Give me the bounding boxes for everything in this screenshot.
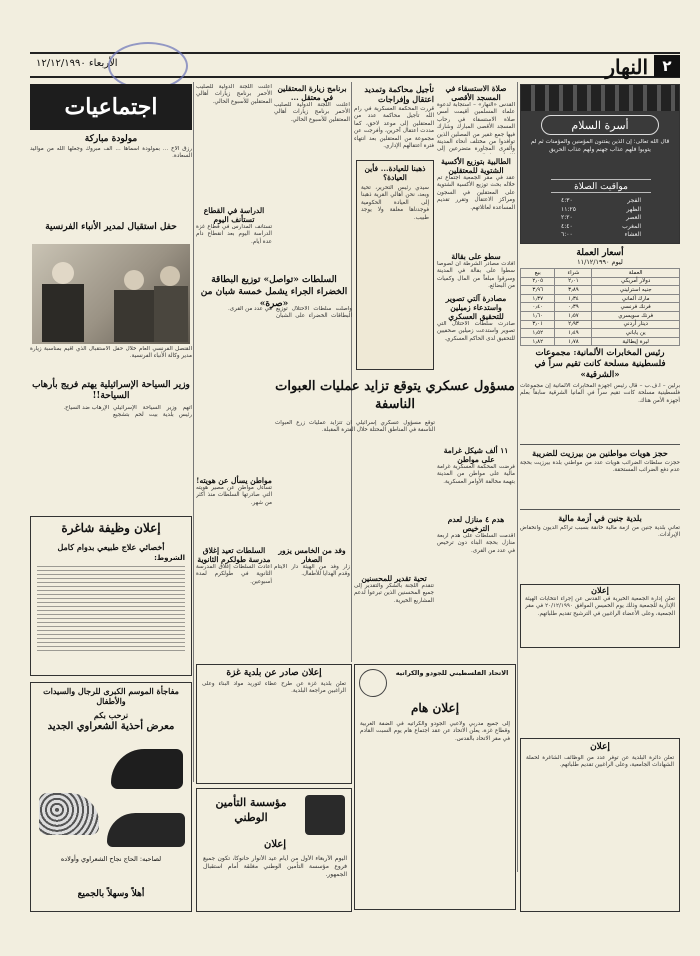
- notice-body: تعلن بلدية غزة عن طرح عطاء لتوريد مواد البناء وعلى الراغبين مراجعة البلدية.: [202, 681, 346, 695]
- headline: مواطن يسأل عن هويته!: [196, 476, 272, 485]
- notice-title: إعلان صادر عن بلدية غزة: [226, 668, 322, 678]
- article-body: أعلنت اللجنة الدولية للصليب الأحمر برنامج زيارات أهالي المعتقلين للأسبوع الحالي.: [274, 102, 350, 123]
- article-body: تساءل مواطن عن مصير هويته التي صادرتها السلطات منذ أكثر من شهر.: [196, 485, 272, 506]
- mosque-skyline: [521, 85, 679, 111]
- green-card-headline: [196, 274, 352, 309]
- prayer-time-row: العشاء ٦:٠٠: [561, 231, 641, 239]
- table-row: فرنك فرنسي ٠٫٣٩ ٠٫٤٠: [521, 303, 680, 312]
- notice-body: إلى جميع مدربي ولاعبي الجودو والكراتيه في الضفة الغربية وقطاع غزة، يعلن الاتحاد عن عقد اجتماع هام يوم السبت القادم في مقر الاتحاد بالقدس.: [360, 721, 510, 742]
- table-row: فرنك سويسري ١٫٥٧ ١٫٦٠: [521, 311, 680, 320]
- headline: برنامج زيارة المعتقلين في معتقل ...: [277, 84, 347, 102]
- headline: مصادرة آلتي تصوير واستدعاء زميلين للتحقيق العسكري: [445, 294, 507, 321]
- rates-title: أسعار العملة: [576, 248, 624, 258]
- issue-date: الأربعاء ١٢/١٢/١٩٩٠: [36, 58, 118, 69]
- article-body: تعاني بلدية جنين من أزمة مالية خانقة بسبب تراكم الديون وانخفاض الإيرادات.: [520, 525, 680, 539]
- column-rule: [517, 82, 518, 872]
- col-mid-a: [274, 84, 350, 202]
- visit-story: [274, 546, 350, 636]
- headline: ١١ ألف شيكل غرامة على مواطن: [443, 446, 509, 464]
- person-head: [124, 270, 144, 290]
- notice-title: إعلان: [591, 585, 609, 595]
- article-body: أقدمت السلطات على هدم أربعة منازل بحجة البناء دون ترخيص في عدد من القرى.: [437, 533, 515, 554]
- headline: بلدية جنين في أزمة مالية: [558, 513, 642, 523]
- prayer-times-list: [561, 197, 641, 241]
- insurance-name: مؤسسة التأمين الوطني: [215, 796, 287, 824]
- headline: هدم ٤ منازل لعدم الترخيص: [447, 515, 505, 533]
- judo-ad: [354, 664, 516, 910]
- gaza-municipality-notice: [196, 664, 352, 784]
- social-section-banner: [30, 84, 192, 130]
- table-row: جنيه استرليني ٣٫٨٩ ٣٫٩٦: [521, 286, 680, 295]
- insurance-logo-icon: [305, 795, 345, 835]
- conditions-label: الشروط:: [154, 554, 185, 562]
- article-body: حجزت سلطات الضرائب هويات عدد من مواطني بلدة بيرزيت بحجة عدم دفع الضرائب المستحقة.: [520, 460, 680, 474]
- ad-owner: لصاحبه: الحاج نجاح الشعراوي وأولاده: [60, 855, 162, 863]
- prayer-time-row: الظهر ١١:٢٥: [561, 205, 641, 213]
- headline: وفد من الخامس يزور الصغار: [278, 546, 346, 564]
- col-mid-b: [196, 84, 272, 202]
- article-body: رزق الأخ ... بمولودة أسماها ... ألف مبروك وجعلها الله من مواليد السعادة.: [30, 146, 192, 160]
- ad-title: إعلان وظيفة شاغرة: [61, 521, 161, 535]
- ad-shop-name: معرض أحذية الشعراوي الجديد: [47, 721, 175, 732]
- headline: مولودة مباركة: [84, 134, 138, 144]
- rates-date: ليوم ١١/١٢/١٩٩٠: [577, 258, 623, 266]
- col-right-stories-2: [437, 446, 515, 586]
- person-body: [42, 284, 84, 342]
- headline: السلطات تعيد إغلاق مدرسة طولكرم الثانوية: [197, 546, 271, 564]
- shoe-icon: [111, 749, 183, 789]
- letter-sidebar: [356, 160, 434, 370]
- headline: حفل استقبال لمدير الأنباء الفرنسية: [45, 222, 177, 232]
- article-body: توقع مسؤول عسكري إسرائيلي أن تتزايد عمليات زرع العبوات الناسفة في المناطق المحتلة خلال الفترة المقبلة.: [275, 420, 435, 434]
- article-body: أفادت مصادر الشرطة أن لصوصاً سطوا على بقالة في المدينة وسرقوا مبلغاً من المال وكميات من البضائع.: [437, 261, 515, 290]
- prayer-box: [520, 84, 680, 244]
- quran-verse: قال الله تعالى: إن الذين يفتنون المؤمنين والمؤمنات ثم لم يتوبوا فلهم عذاب جهنم ولهم عذاب الحريق: [530, 139, 670, 153]
- article-body: برلين – أ.ف.ب – قال رئيس أجهزة المخابرات الألمانية إن مجموعات فلسطينية مسلحة كانت تقيم سراً في ألمانيا الشرقية سابقاً بعلم أجهزة الأمن هناك.: [520, 383, 680, 404]
- article-body: فرضت المحكمة العسكرية غرامة مالية على مواطن من المدينة بتهمة مخالفة الأوامر العسكرية.: [437, 464, 515, 485]
- ad-headline: مفاجأة الموسم الكبرى للرجال والسيدات والأطفال: [43, 686, 179, 706]
- newspaper-logo: النهار: [605, 55, 648, 79]
- tourism-story: [30, 380, 192, 510]
- shoe-icon: [39, 793, 99, 835]
- headline: صلاة الاستسقاء في المسجد الأقصى: [445, 84, 507, 102]
- person-head: [160, 266, 180, 286]
- table-row: دولار أمريكي ٢٫٠١ ٢٫٠٥: [521, 277, 680, 286]
- ad-subtitle: نرحب بكم: [93, 710, 129, 720]
- rates-table: [520, 268, 680, 346]
- prayer-box-title: أسرة السلام: [541, 115, 659, 135]
- table-row: مارك ألماني ١٫٣٤ ١٫٣٧: [521, 294, 680, 303]
- person-head: [52, 262, 74, 284]
- job-title: أخصائي علاج طبيعي بدوام كامل: [57, 542, 165, 552]
- headline: وزير السياحة الإسرائيلية يهتم فريج بأرهاب السياحة!!: [32, 380, 190, 401]
- table-row: ين ياباني ١٫٤٩ ١٫٥٢: [521, 329, 680, 338]
- article-body: صادرت سلطات الاحتلال آلتي تصوير واستدعت زميلين صحفيين للتحقيق لدى الحاكم العسكري.: [437, 321, 515, 342]
- shoes-ad: [30, 682, 192, 912]
- notice-title: إعلان: [263, 839, 287, 850]
- notice-body: تعلن دائرة البلدية عن توفر عدد من الوظائف الشاغرة لحملة الشهادات الجامعية، وعلى الراغبين تقديم طلباتهم.: [526, 755, 674, 769]
- article-body: زار وفد من الهيئة دار الأيتام وقدم الهدايا للأطفال.: [274, 564, 350, 578]
- article-body: أعادت السلطات إغلاق المدرسة الثانوية في طولكرم لمدة أسبوعين.: [196, 564, 272, 585]
- shoe-icon: [107, 813, 185, 847]
- notice-body: اليوم الأربعاء الأول من أيام عيد الأنوار حانوكا، تكون جميع فروع مؤسسة التأمين الوطني مغلقة أمام استقبال الجمهور.: [203, 855, 347, 878]
- article-body: قررت المحكمة العسكرية في رام الله تأجيل محاكمة عدد من المعتقلين إلى موعد لاحق، كما مددت اعتقال آخرين، وأفرجت عن مجموعة من المعتقلين بعد انتهاء فترة اعتقالهم الإداري.: [354, 106, 434, 150]
- table-header: العملة شراء بيع: [521, 269, 680, 278]
- lower-right-stories: [520, 348, 680, 580]
- right-notice: [520, 584, 680, 648]
- bottom-right-notice: [520, 738, 680, 912]
- photo-caption: القنصل الفرنسي العام خلال حفل الاستقبال الذي أقيم بمناسبة زيارة مدير وكالة الأنباء الفرنسية.: [30, 346, 192, 360]
- person-body: [154, 286, 188, 342]
- notice-title: إعلان: [590, 742, 610, 752]
- page-number: ٢: [654, 55, 680, 77]
- headline: الدراسة في القطاع تستأنف اليوم: [203, 206, 265, 224]
- ad-closing: أهلاً وسهلاً بالجميع: [77, 889, 145, 899]
- article-body: تتقدم اللجنة بالشكر والتقدير إلى جميع المحسنين الذين تبرعوا لدعم المشاريع الخيرية.: [354, 583, 434, 604]
- headline: رئيس المخابرات الألمانية: مجموعات فلسطينية مسلحة كانت تقيم سراً في «الشرقية»: [534, 348, 666, 380]
- notice-body: تعلن إدارة الجمعية الخيرية في القدس عن إجراء انتخابات الهيئة الإدارية للجمعية وذلك يوم الخميس الموافق ٢٠/١٢/١٩٩٠ في مقر الجمعية، وعلى الأعضاء الراغبين في الترشيح تقديم طلباتهم.: [525, 596, 675, 617]
- thanks-story: [354, 574, 434, 660]
- headline: حجز هويات مواطنين من بيرزيت للضريبة: [532, 448, 668, 458]
- reception-headline: [30, 222, 192, 242]
- library-stamp: [108, 42, 188, 90]
- prayer-time-row: المغرب ٤:٤٠: [561, 222, 641, 230]
- article-body: تستأنف المدارس في قطاع غزة الدراسة اليوم بعد انقطاع دام عدة أيام.: [196, 224, 272, 245]
- article-body: اتهم وزير السياحة الإسرائيلي رئيس بلدية بيت لحم بتشجيع الإرهاب ضد السياح.: [63, 405, 192, 419]
- person-body: [114, 290, 154, 342]
- prayer-times-title: مواقيت الصلاة: [551, 179, 651, 193]
- article-body: القدس «النهار» – استجابة لدعوة علماء المسلمين أقيمت أمس صلاة الاستسقاء في رحاب المسجد الأقصى المبارك وشارك فيها جمع غفير من المصلين الذين توافدوا من مختلف أنحاء المدينة والقرى المجاورة متضرعين إلى: [437, 102, 515, 153]
- headline: سطو على بقالة: [451, 252, 501, 261]
- conditions-text: [37, 566, 185, 652]
- section-title: اجتماعيات: [64, 94, 158, 120]
- reception-photo: [32, 244, 190, 344]
- prayer-time-row: الفجر ٤:٣٠: [561, 197, 641, 204]
- article-body: أعلنت اللجنة الدولية للصليب الأحمر برنامج زيارات أهالي المعتقلين للأسبوع الحالي.: [196, 84, 272, 105]
- job-ad: [30, 516, 192, 676]
- headline: تأجيل محاكمة وتمديد اعتقال وإفراجات: [364, 84, 434, 104]
- insurance-ad: [196, 788, 352, 912]
- article-body: عقد في مقر الجمعية اجتماع تم خلاله بحث توزيع الأكسية الشتوية على المعتقلين في السجون ومراكز الاعتقال وتقرر تقديم المساعدة لعائلاتهم.: [437, 175, 515, 211]
- headline: مسؤول عسكري يتوقع تزايد عمليات العبوات الناسفة: [275, 379, 515, 412]
- article-body: واصلت سلطات الاحتلال توزيع البطاقات الخضراء على الشبان في عدد من القرى.: [227, 306, 352, 320]
- school-story: [196, 546, 272, 636]
- notice-title: إعلان هام: [410, 701, 460, 715]
- id-story: [196, 476, 272, 542]
- judo-org-name: الاتحاد الفلسطيني للجودو والكراتيه: [395, 669, 509, 677]
- currency-rates: [520, 248, 680, 345]
- divider: [520, 509, 680, 510]
- birth-announcement: [30, 134, 192, 218]
- headline: ذهبنا للعيادة... فأين العيادة؟: [364, 164, 426, 182]
- prayer-time-row: العصر ٢:٢٠: [561, 214, 641, 222]
- headline: الطالبية بتوزيع الأكسية الشتوية للمعتقلين: [441, 157, 511, 175]
- table-row: دينار أردني ٢٫٩٣ ٣٫٠١: [521, 320, 680, 329]
- green-card-body: [196, 306, 352, 472]
- judo-emblem-icon: [359, 669, 387, 697]
- divider: [520, 444, 680, 445]
- table-row: ليرة إيطالية ١٫٧٨ ١٫٨٢: [521, 337, 680, 346]
- headline: السلطات «تواصل» توزيع البطاقة الخضراء الجراء يشمل خمسة شبان من «صرة»: [200, 275, 348, 309]
- article-body: سيدي رئيس التحرير، تحية وبعد، نحن أهالي القرية ذهبنا إلى العيادة الحكومية فوجدناها مغلقة ولا يوجد طبيب.: [361, 185, 429, 221]
- col-mid-study: [196, 206, 272, 270]
- headline: تحية تقدير للمحسنين: [361, 574, 427, 583]
- column-rule: [193, 82, 194, 782]
